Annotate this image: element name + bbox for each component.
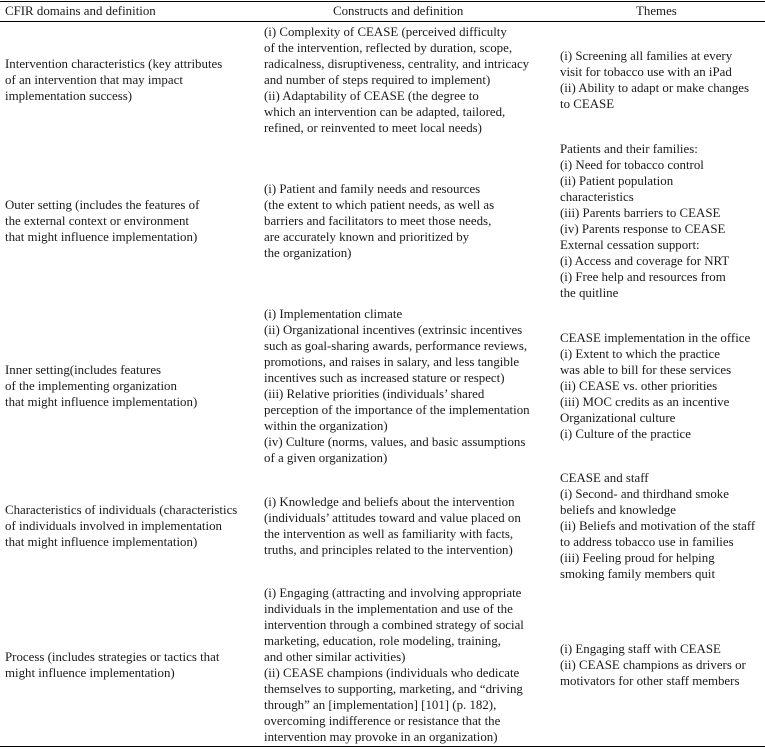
cell-line: of individuals involved in implementation xyxy=(5,519,222,533)
domain-cell xyxy=(5,197,199,245)
cell-line: motivators for other staff members xyxy=(560,674,740,688)
cell-line: (i) Knowledge and beliefs about the intervention xyxy=(264,495,515,509)
constructs-cell xyxy=(264,585,524,745)
cell-line: smoking family members quit xyxy=(560,567,716,581)
themes-cell xyxy=(560,330,750,442)
cell-line: (iv) Culture (norms, values, and basic assumptions xyxy=(264,435,526,449)
cell-line: that might influence implementation) xyxy=(5,535,198,549)
themes-cell xyxy=(560,141,729,301)
cell-line: (iii) MOC credits as an incentive xyxy=(560,395,730,409)
cell-line: perception of the importance of the implementation xyxy=(264,403,530,417)
cell-line: was able to bill for these services xyxy=(560,363,732,377)
constructs-cell xyxy=(264,306,530,466)
cell-line: (i) Free help and resources from xyxy=(560,270,726,284)
cell-line: overcoming indifference or resistance that the xyxy=(264,714,501,728)
cell-line: within the organization) xyxy=(264,419,388,433)
cell-line: (i) Culture of the practice xyxy=(560,427,691,441)
cell-line: Process (includes strategies or tactics that xyxy=(5,650,220,664)
cell-line: Inner setting(includes features xyxy=(5,363,162,377)
table-bottom-rule xyxy=(0,746,765,747)
cell-line: (i) Second- and thirdhand smoke xyxy=(560,487,729,501)
cell-line: radicalness, disruptiveness, centrality, and intricacy xyxy=(264,57,530,71)
cell-line: (iii) Feeling proud for helping xyxy=(560,551,715,565)
cell-line: truths, and principles related to the intervention) xyxy=(264,543,513,557)
cell-line: Organizational culture xyxy=(560,411,676,425)
cell-line: of an intervention that may impact xyxy=(5,73,183,87)
cell-line: External cessation support: xyxy=(560,238,700,252)
constructs-cell xyxy=(264,24,529,136)
cell-line: marketing, education, role modeling, training, xyxy=(264,634,501,648)
cell-line: (i) Need for tobacco control xyxy=(560,158,704,172)
cell-line: intervention through a combined strategy of social xyxy=(264,618,524,632)
cell-line: such as goal-sharing awards, performance reviews, xyxy=(264,339,528,353)
header-rule xyxy=(0,21,765,22)
cell-line: (the extent to which patient needs, as well as xyxy=(264,198,495,212)
cell-line: and number of steps required to implement) xyxy=(264,73,491,87)
constructs-cell xyxy=(264,494,521,558)
cell-line: are accurately known and prioritized by xyxy=(264,230,470,244)
cell-line: (ii) Patient population xyxy=(560,174,674,188)
cell-line: that might influence implementation) xyxy=(5,230,198,244)
cell-line: (iii) Relative priorities (individuals’ shared xyxy=(264,387,485,401)
cell-line: themselves to supporting, marketing, and “driving xyxy=(264,682,523,696)
cell-line: implementation success) xyxy=(5,89,133,103)
cell-line: (i) Extent to which the practice xyxy=(560,347,720,361)
cell-line: Characteristics of individuals (characteristics xyxy=(5,503,238,517)
cell-line: to CEASE xyxy=(560,97,615,111)
cell-line: (iv) Parents response to CEASE xyxy=(560,222,726,236)
cell-line: (ii) Adaptability of CEASE (the degree to xyxy=(264,89,479,103)
cell-line: refined, or reinvented to meet local needs) xyxy=(264,121,482,135)
cell-line: (iii) Parents barriers to CEASE xyxy=(560,206,721,220)
cell-line: (individuals’ attitudes toward and value placed on xyxy=(264,511,521,525)
themes-cell xyxy=(560,48,749,112)
domain-cell xyxy=(5,362,197,410)
cell-line: (ii) CEASE champions (individuals who dedicate xyxy=(264,666,520,680)
cell-line: the intervention as well as familiarity with facts, xyxy=(264,527,514,541)
cell-line: (ii) CEASE vs. other priorities xyxy=(560,379,718,393)
table-top-rule xyxy=(0,1,765,2)
domain-cell xyxy=(5,649,219,681)
cell-line: which an intervention can be adapted, tailored, xyxy=(264,105,506,119)
cell-line: CEASE and staff xyxy=(560,471,649,485)
domain-cell xyxy=(5,56,222,104)
cell-line: that might influence implementation) xyxy=(5,395,198,409)
cell-line: (i) Implementation climate xyxy=(264,307,403,321)
cell-line: characteristics xyxy=(560,190,634,204)
constructs-cell xyxy=(264,181,494,261)
cell-line: Intervention characteristics (key attributes xyxy=(5,57,223,71)
header-themes: Themes xyxy=(636,4,677,18)
cell-line: to address tobacco use in families xyxy=(560,535,734,549)
cell-line: CEASE implementation in the office xyxy=(560,331,751,345)
cell-line: of a given organization) xyxy=(264,451,388,465)
cell-line: (ii) Beliefs and motivation of the staff xyxy=(560,519,756,533)
cell-line: (i) Engaging staff with CEASE xyxy=(560,642,721,656)
cell-line: visit for tobacco use with an iPad xyxy=(560,65,732,79)
cell-line: barriers and facilitators to meet those needs, xyxy=(264,214,492,228)
cell-line: and other similar activities) xyxy=(264,650,406,664)
cell-line: (ii) Ability to adapt or make changes xyxy=(560,81,750,95)
cell-line: (i) Screening all families at every xyxy=(560,49,733,63)
cell-line: (i) Engaging (attracting and involving appropriate xyxy=(264,586,522,600)
cell-line: the external context or environment xyxy=(5,214,189,228)
cell-line: the quitline xyxy=(560,286,619,300)
cell-line: (i) Patient and family needs and resources xyxy=(264,182,481,196)
cell-line: through” an [implementation] [101] (p. 182), xyxy=(264,698,497,712)
cell-line: Patients and their families: xyxy=(560,142,698,156)
cell-line: incentives such as increased stature or respect) xyxy=(264,371,505,385)
cell-line: (i) Access and coverage for NRT xyxy=(560,254,730,268)
cell-line: individuals in the implementation and use of the xyxy=(264,602,513,616)
cell-line: might influence implementation) xyxy=(5,666,175,680)
cell-line: of the intervention, reflected by duration, scope, xyxy=(264,41,513,55)
header-constructs: Constructs and definition xyxy=(333,4,464,18)
header-cfir-domains: CFIR domains and definition xyxy=(5,4,156,18)
cell-line: (i) Complexity of CEASE (perceived difficulty xyxy=(264,25,507,39)
cell-line: Outer setting (includes the features of xyxy=(5,198,200,212)
cell-line: intervention may provoke in an organization) xyxy=(264,730,498,744)
cell-line: of the implementing organization xyxy=(5,379,177,393)
cell-line: (ii) CEASE champions as drivers or xyxy=(560,658,746,672)
cell-line: (ii) Organizational incentives (extrinsic incentives xyxy=(264,323,523,337)
cell-line: promotions, and raises in salary, and less tangible xyxy=(264,355,520,369)
cell-line: beliefs and knowledge xyxy=(560,503,676,517)
themes-cell xyxy=(560,641,746,689)
domain-cell xyxy=(5,502,237,550)
themes-cell xyxy=(560,470,755,582)
cell-line: the organization) xyxy=(264,246,352,260)
